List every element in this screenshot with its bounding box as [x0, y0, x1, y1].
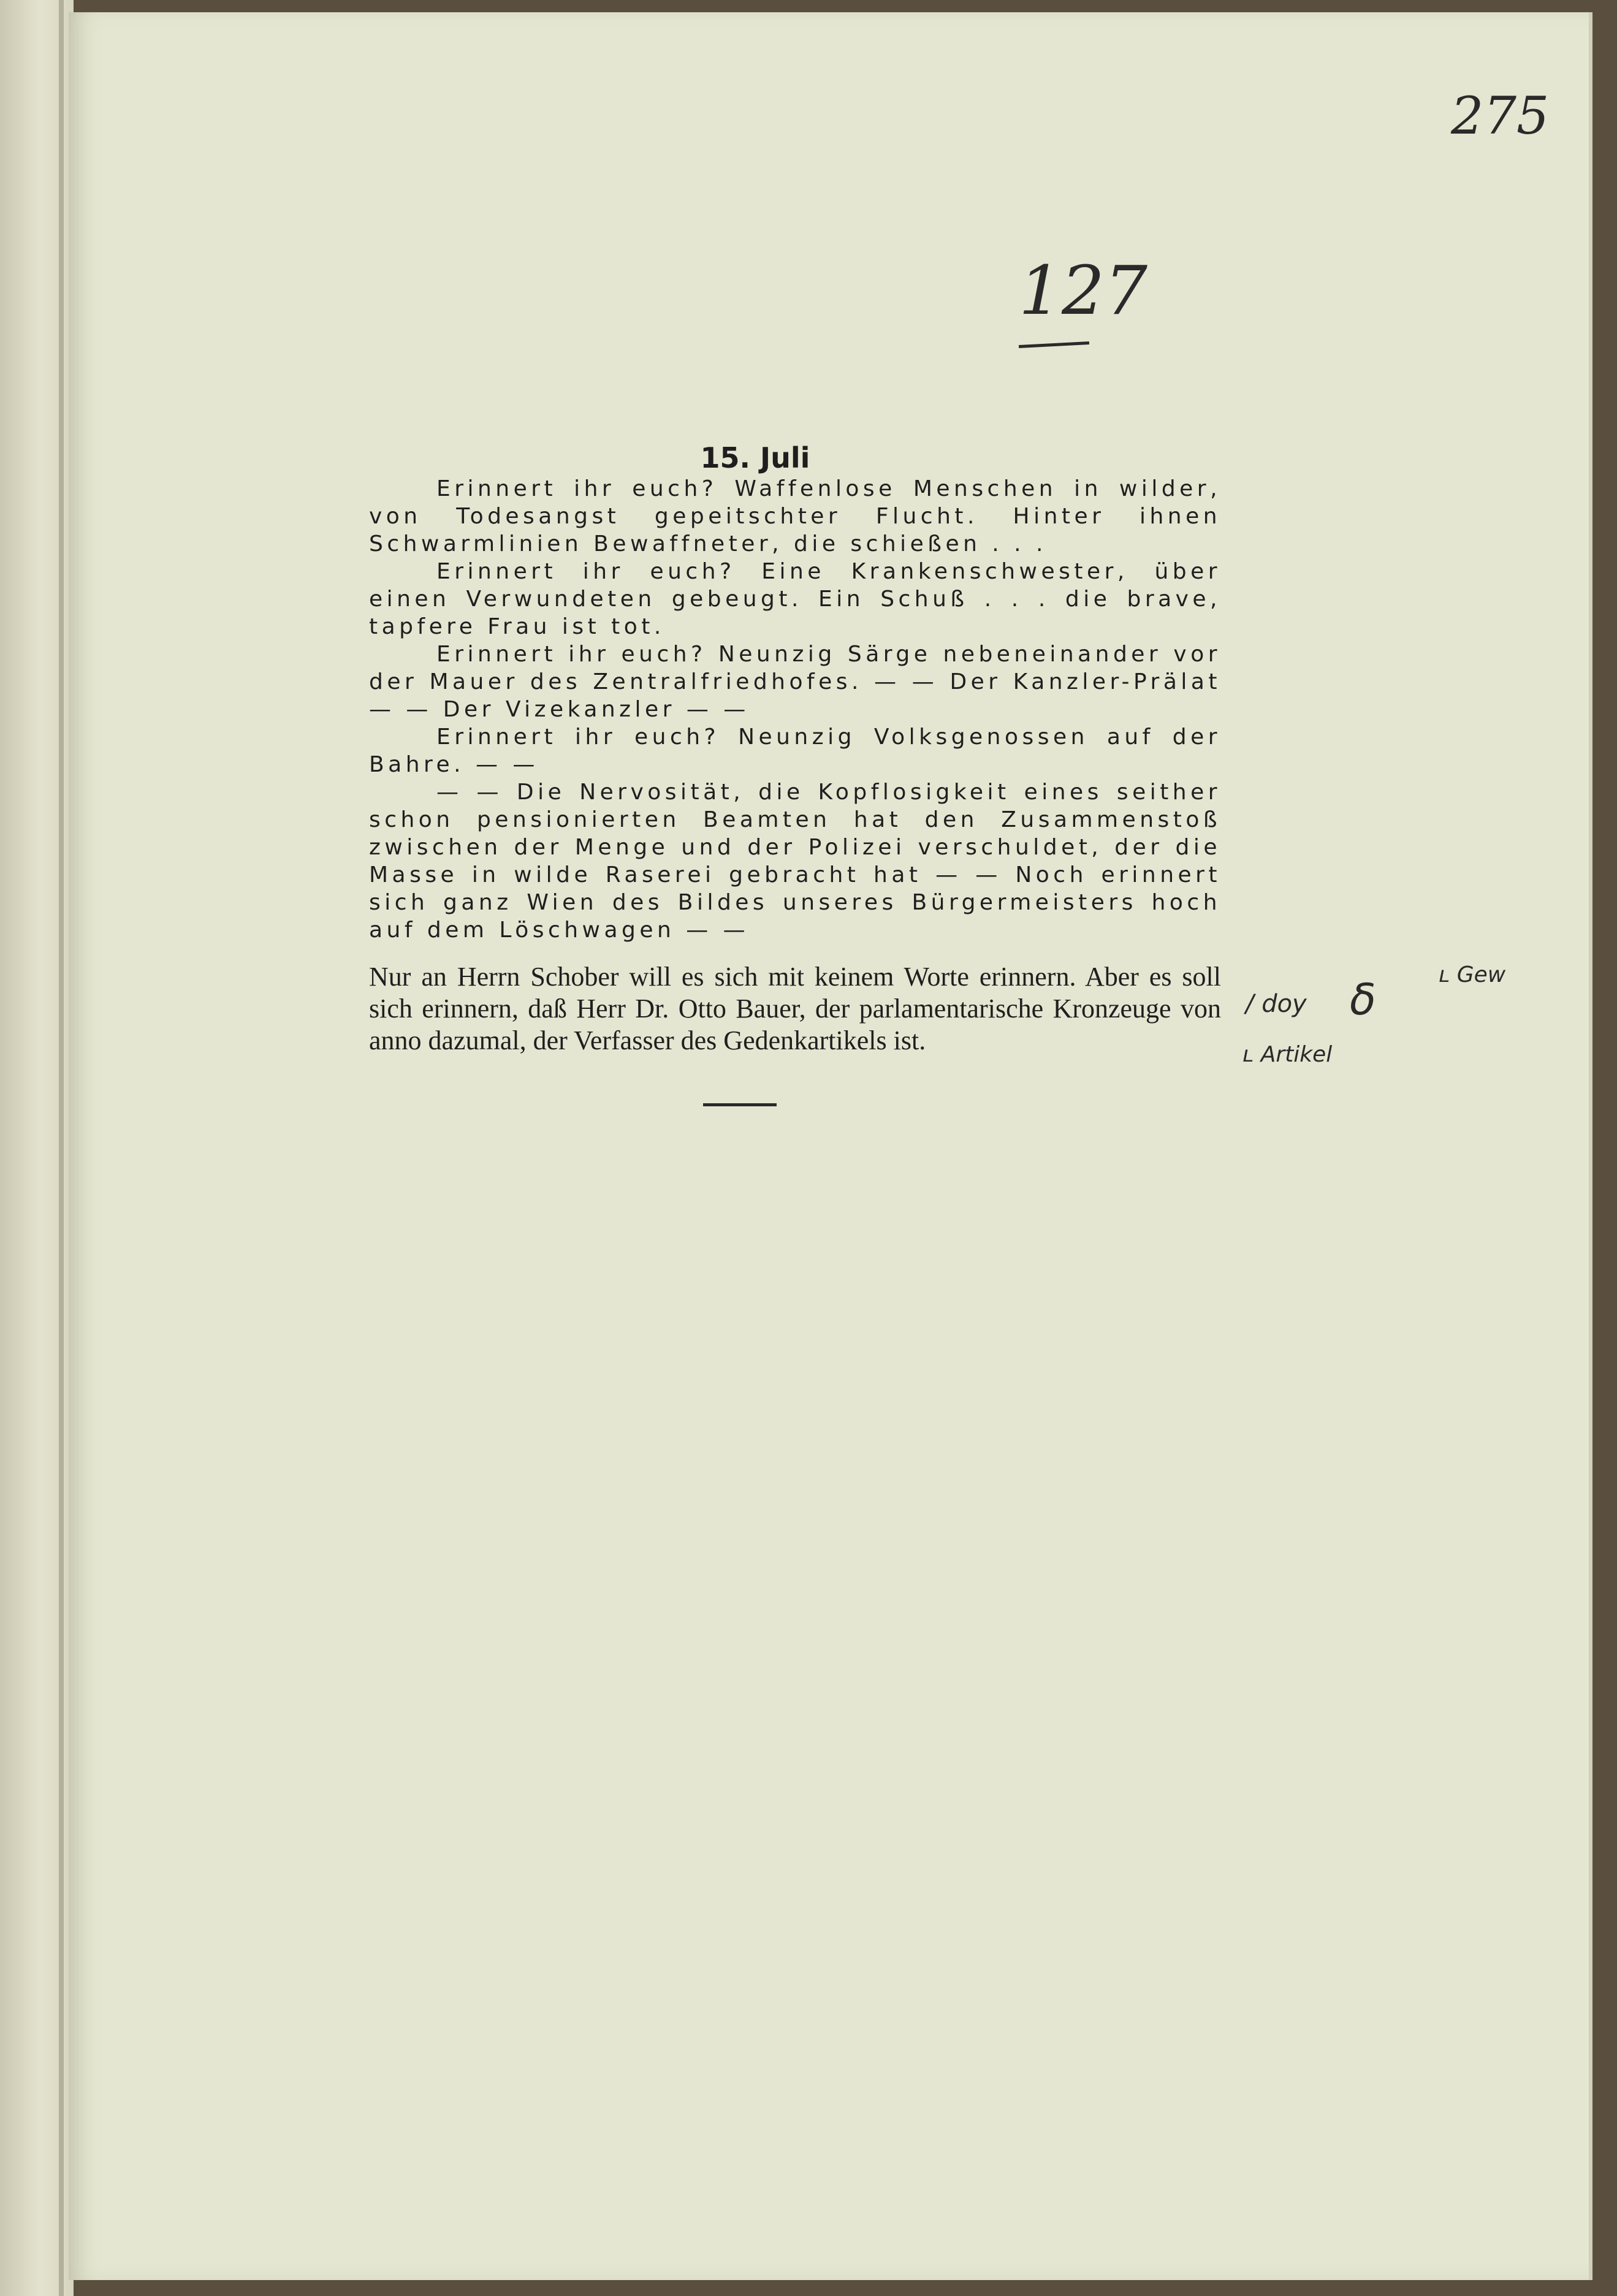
margin-note: / doy	[1246, 990, 1307, 1018]
paragraph: — — Die Nervosität, die Kopflosigkeit eines seither schon pensionierten Beamten hat den Zusammenstoß zwischen der Menge und der Polizei verschuldet, der die Masse in wilde Raserei gebracht hat — — Noch erinnert sich ganz Wien des Bildes unseres Bürgermeisters hoch auf dem Löschwagen — —	[369, 780, 1221, 943]
closing-paragraph: Nur an Herrn Schober will es sich mit keinem Worte erinnern. Aber es soll sich erinnern, daß Herr Dr. Otto Bauer, der parlamentarische Kronzeuge von anno dazumal, der Verfasser des Gedenkartikels ist.	[369, 962, 1221, 1055]
paragraph: Erinnert ihr euch? Eine Krankenschwester, über einen Verwundeten gebeugt. Ein Schuß . . . die brave, tapfere Frau ist tot.	[369, 559, 1221, 639]
article-title	[69, 441, 1589, 474]
margin-note: ʟ Gew	[1439, 962, 1506, 987]
article-title-text: 15. Juli	[700, 441, 810, 474]
folio-number: 275	[1451, 86, 1550, 146]
article-body	[369, 475, 1221, 1057]
paragraph: Erinnert ihr euch? Neunzig Särge nebeneinander vor der Mauer des Zentralfriedhofes. — — Der Kanzler-Prälat — — Der Vizekanzler — —	[369, 642, 1221, 722]
margin-note: ʟ Artikel	[1242, 1042, 1333, 1067]
document-page	[69, 12, 1592, 2280]
end-rule	[703, 1103, 777, 1106]
paragraph: Erinnert ihr euch? Neunzig Volksgenossen auf der Bahre. — —	[369, 724, 1221, 777]
handwritten-dash	[1019, 341, 1089, 348]
paragraph: Erinnert ihr euch? Waffenlose Menschen in wilder, von Todesangst gepeitschter Flucht. Hinter ihnen Schwarmlinien Bewaffneter, die schießen . . .	[369, 476, 1221, 557]
archive-number: 127	[1019, 251, 1147, 330]
book-gutter	[59, 0, 64, 2296]
margin-note: δ	[1350, 975, 1376, 1025]
